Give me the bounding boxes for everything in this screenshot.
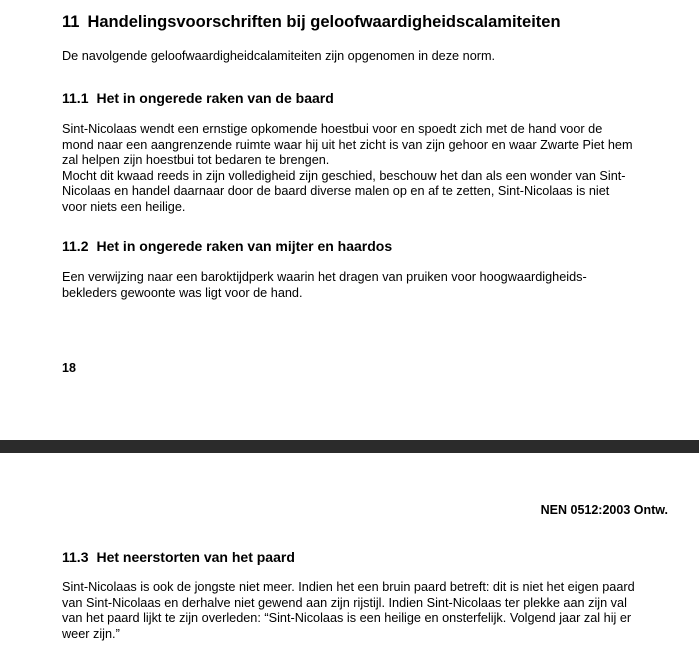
text-line: bekleders gewoonte was ligt voor de hand. [62,285,303,300]
section-heading-11-3 [62,549,295,565]
intro-paragraph: De navolgende geloofwaardigheidcalamiteiten zijn opgenomen in deze norm. [62,49,496,63]
chapter-number: 11 [62,13,80,31]
text-line: zal helpen zijn hoestbui tot bedaren te brengen. [62,153,330,168]
page-number: 18 [62,361,76,375]
text-line: Sint-Nicolaas is ook de jongste niet meer. Indien het een bruin paard betreft: dit is niet het eigen paard [62,580,635,594]
text-line: voor niets een heilige. [62,199,186,214]
page-break-divider [0,440,699,453]
text-line: mond naar een aangrenzende ruimte waar hij uit het zicht is van zijn gehoor en waar Zwarte Piet hem [62,137,633,152]
text-line: van Sint-Nicolaas en derhalve niet gewend aan zijn rijstijl. Indien Sint-Nicolaas ter plekke aan zijn val [62,595,627,610]
text-line: Sint-Nicolaas wendt een ernstige opkomende hoestbui voor en spoedt zich met de hand voor de [62,122,603,136]
section-11-1-paragraph [62,122,633,216]
document-reference-header: NEN 0512:2003 Ontw. [540,503,668,517]
section-title: Het in ongerede raken van mijter en haardos [96,238,393,254]
text-line: weer zijn.” [62,626,120,641]
section-number: 11.2 [62,238,89,254]
section-number: 11.1 [62,90,89,106]
section-11-2-paragraph [62,270,587,301]
section-heading-11-2 [62,238,392,254]
section-number: 11.3 [62,549,89,565]
text-line: Mocht dit kwaad reeds in zijn volledigheid zijn geschied, beschouw het dan als een wonder van Sint- [62,168,626,183]
chapter-heading [62,13,561,32]
chapter-title: Handelingsvoorschriften bij geloofwaardigheidscalamiteiten [87,13,561,31]
section-title: Het neerstorten van het paard [96,549,295,565]
text-line: Nicolaas en handel daarnaar door de baard diverse malen op en af te zetten, Sint-Nicolaas is niet [62,184,610,199]
section-title: Het in ongerede raken van de baard [96,90,334,106]
section-11-3-paragraph [62,580,635,642]
document-page-19 [0,453,699,667]
text-line: van het paard lijkt te zijn overleden: “Sint-Nicolaas is een heilige en onsterfelijk. Volgend jaar zal hij er [62,611,632,626]
text-line: Een verwijzing naar een baroktijdperk waarin het dragen van pruiken voor hoogwaardigheids- [62,270,587,284]
section-heading-11-1 [62,90,334,106]
